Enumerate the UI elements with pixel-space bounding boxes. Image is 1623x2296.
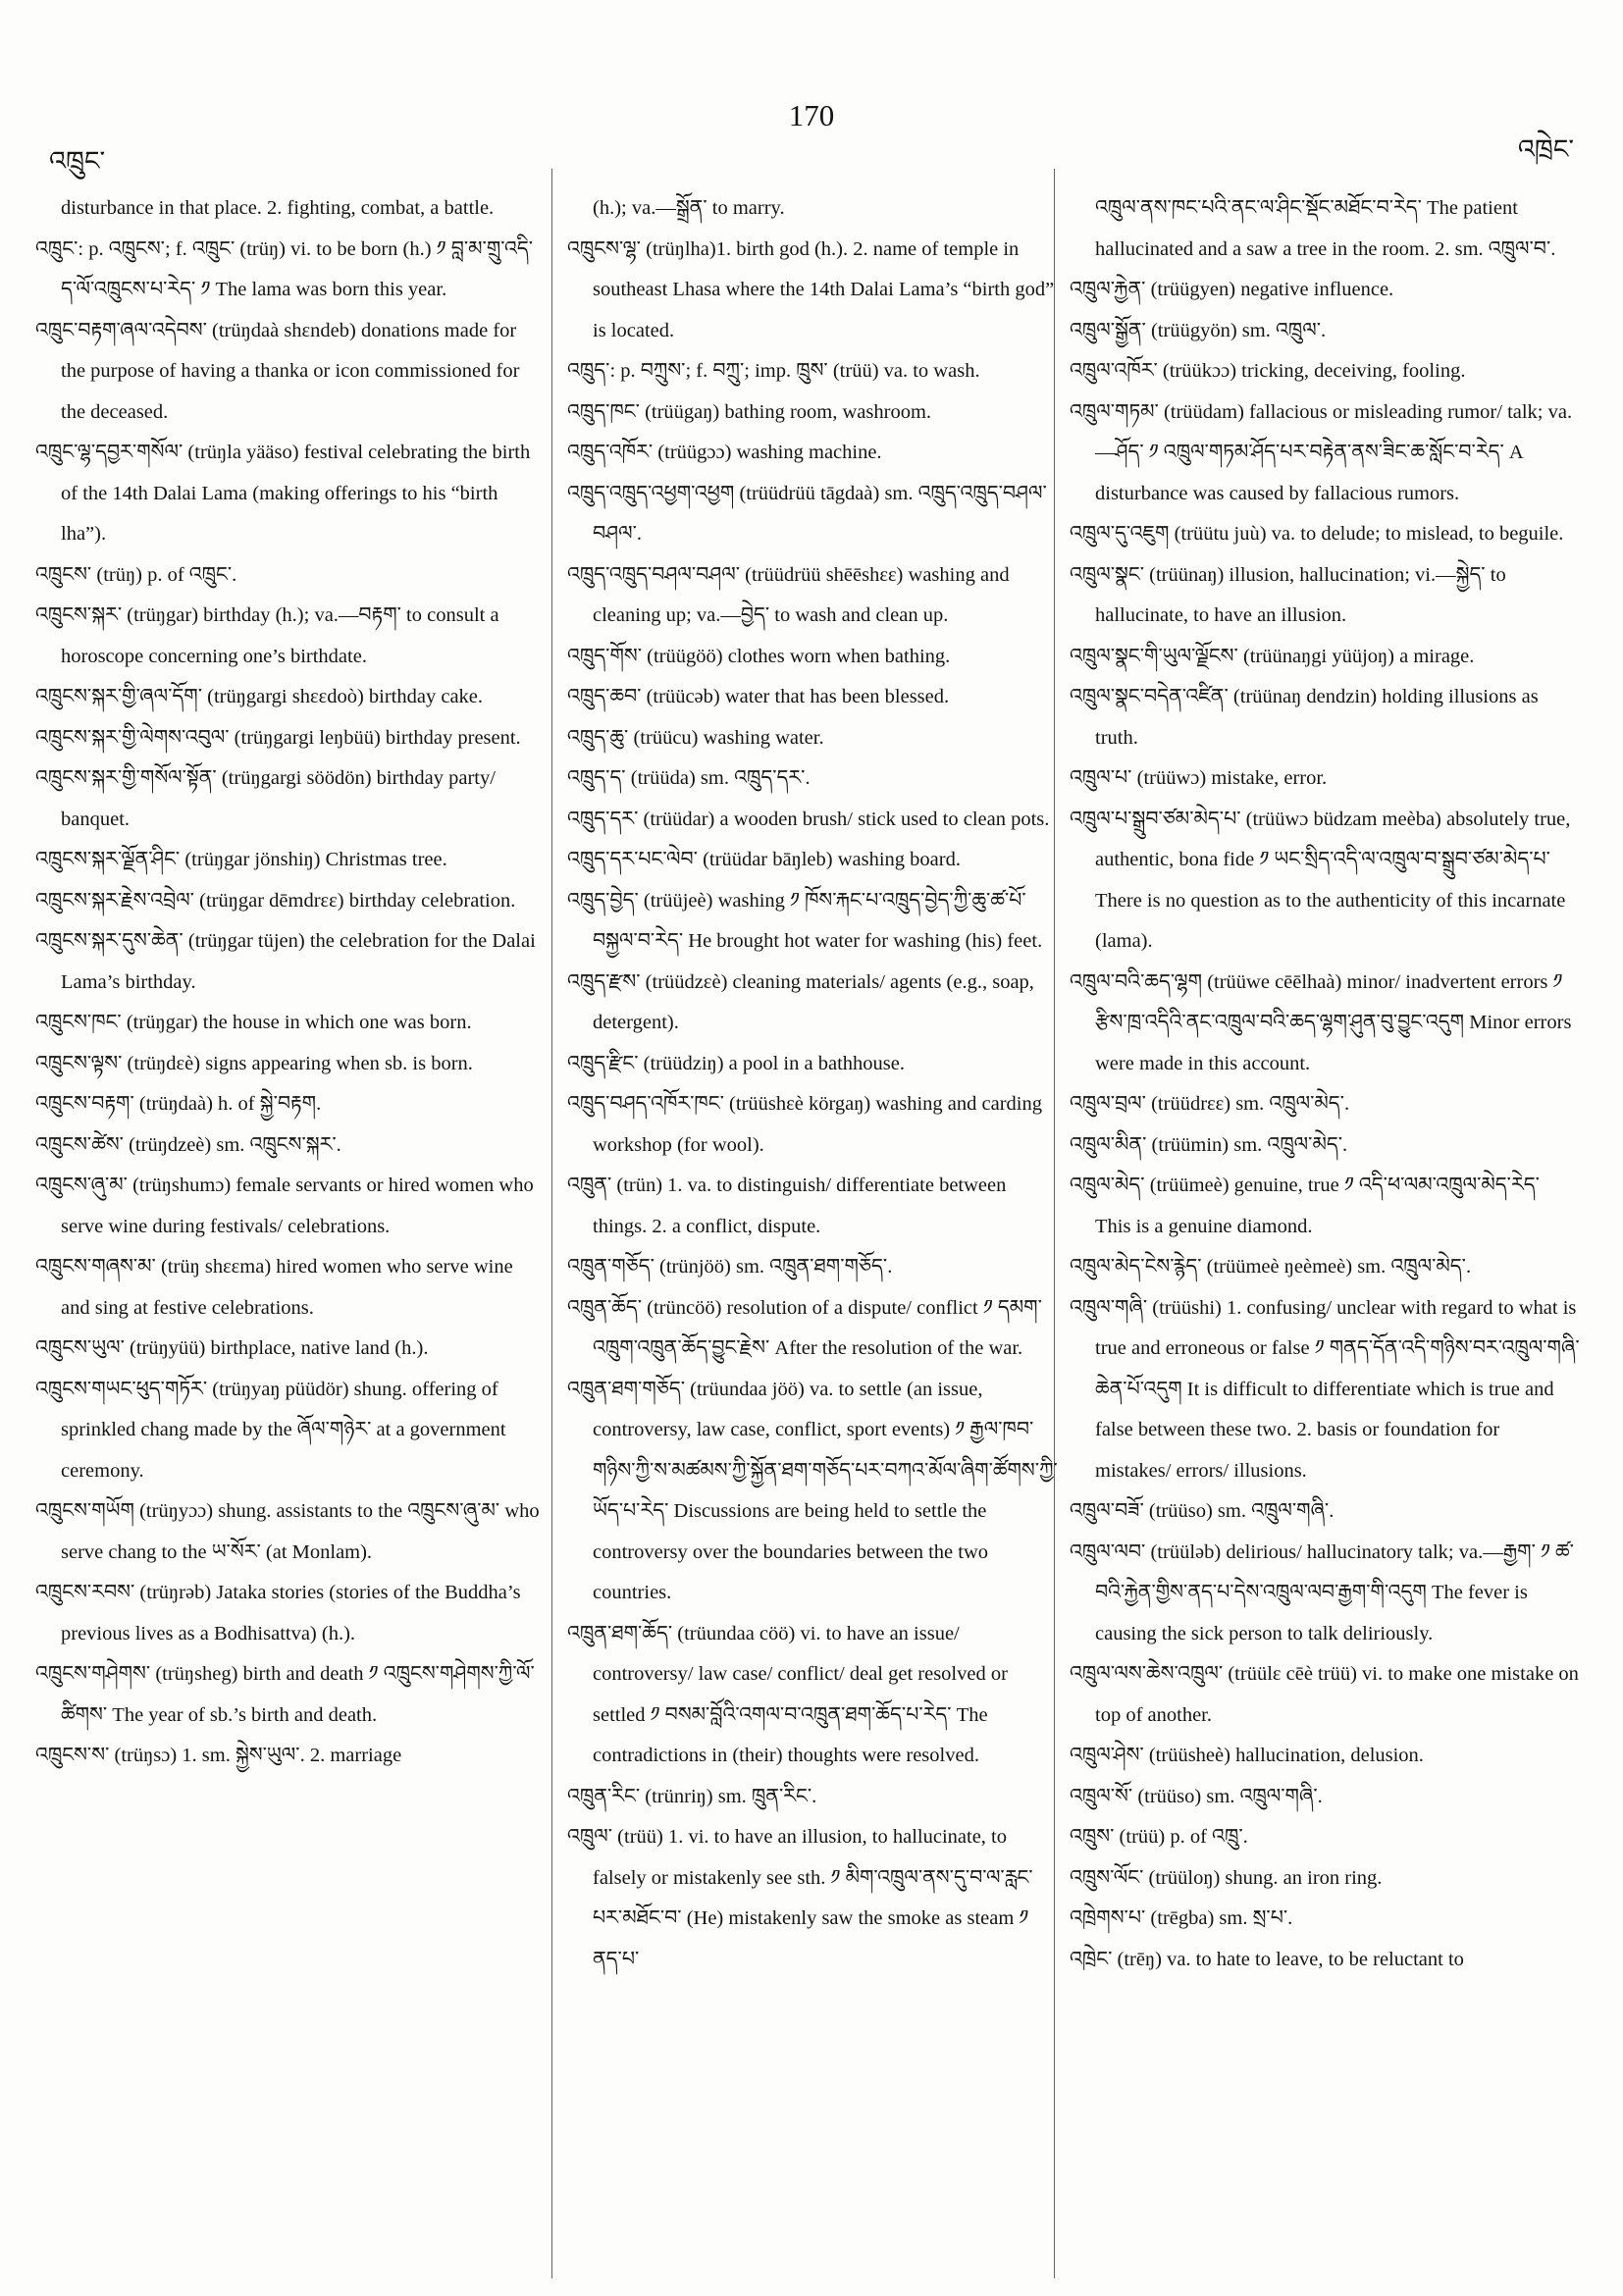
entry-definition: (trüüdzɛè) cleaning materials/ agents (e.g., soap, detergent).: [593, 970, 1034, 1033]
dictionary-entry: [567, 637, 1058, 678]
entry-definition: (trüükɔɔ) tricking, deceiving, fooling.: [1157, 360, 1466, 382]
dictionary-entry: [35, 311, 546, 434]
dictionary-entry: [35, 555, 546, 597]
entry-continuation: disturbance in that place. 2. fighting, combat, a battle.: [61, 197, 495, 219]
entry-definition: (trüümeè) genuine, true ༡ འདི་ཕ་ལམ་འཁྲུལ་མེད་རེད་ This is a genuine diamond.: [1095, 1174, 1540, 1237]
entry-headword: འཁྲུལ་པ་: [1070, 767, 1132, 789]
dictionary-entry: [567, 1817, 1058, 1980]
entry-definition: (trüüda) sm. འཁྲུད་དར་.: [625, 767, 811, 789]
entry-headword: འཁྲུལ་བའི་ཆད་ལྷག: [1070, 970, 1203, 993]
entry-definition: (trüŋdɛè) signs appearing when sb. is born.: [122, 1052, 473, 1074]
entry-definition: (trüüwɔ büdzam meèba) absolutely true, authentic, bona fide ༡ ཡང་སྲིད་འདི་ལ་འཁྲུལ་བ་སྒྲུབ་ཙམ་མེད་པ་ There is no question as to the authenticity of this incarnate (lama).: [1095, 808, 1571, 952]
dictionary-entry: [1070, 1777, 1580, 1818]
entry-headword: འཁྲུད་དར་པང་ལེབ་: [567, 849, 698, 870]
entry-definition: (trüüdar bāŋleb) washing board.: [697, 849, 961, 870]
entry-headword: འཁྲུད་ཁང་: [567, 400, 640, 423]
dictionary-entry: [1070, 963, 1580, 1085]
dictionary-entry: [1070, 1817, 1580, 1858]
entry-definition: (trünjöö) sm. འཁྲུན་ཐག་གཅོད་.: [654, 1256, 893, 1278]
entry-headword: འཁྲུངས་སྐར་གྱི་ལེགས་འབུལ་: [35, 726, 230, 749]
entry-definition: (trüŋgar jönshiŋ) Christmas tree.: [180, 849, 447, 870]
entry-definition: (trüncöö) resolution of a dispute/ conflict ༡ དམག་འཁྲུག་འཁྲུན་ཆོད་བྱུང་རྗེས་ After the resolution of the war.: [593, 1296, 1042, 1359]
entry-headword: འཁྲུལ་ལབ་: [1070, 1540, 1146, 1563]
entry-headword: འཁྲུད་དར་: [567, 808, 639, 830]
dictionary-entry: [1070, 514, 1580, 555]
entry-headword: འཁྲུངས་སྐར་གྱི་ཞལ་དོག་: [35, 686, 203, 707]
entry-headword: འཁྲུངས་གཡོག: [35, 1500, 134, 1522]
entry-definition: (trüŋlha)1. birth god (h.). 2. name of temple in southeast Lhasa where the 14th Dalai Lama’s “birth god” is located.: [593, 237, 1055, 341]
entry-definition: (trüüjeè) washing ༡ ཁོས་རྐང་པ་འཁྲུད་བྱེད་ཀྱི་ཆུ་ཚ་པོ་བསྐྱལ་བ་རེད་ He brought hot water for washing (his) feet.: [593, 889, 1043, 952]
entry-headword: འཁྲུད་འཁོར་: [567, 442, 654, 463]
entry-definition: (trüŋgar) the house in which one was born.: [121, 1012, 472, 1033]
entry-headword: འཁྲུངས་རབས་: [35, 1582, 135, 1603]
entry-definition: (trüŋgar dēmdrɛɛ) birthday celebration.: [194, 889, 516, 912]
entry-headword: འཁྲུལ་: [567, 1826, 613, 1848]
entry-headword: འཁྲུངས་བརྟག་: [35, 1093, 134, 1115]
entry-definition: (trüücəb) water that has been blessed.: [641, 686, 950, 707]
dictionary-entry: [35, 677, 546, 718]
dictionary-entry: [35, 1736, 546, 1777]
entry-definition: (trüügyön) sm. འཁྲུལ་.: [1145, 319, 1327, 341]
dictionary-entry: [35, 1247, 546, 1329]
entry-headword: འཁྲུངས་སྐར་དུས་ཆེན་: [35, 930, 183, 952]
entry-definition: (trüünaŋ dendzin) holding illusions as truth.: [1095, 686, 1539, 749]
entry-headword: འཁྲུད་ཆབ་: [567, 686, 642, 707]
entry-headword: འཁྲུང་བརྟག་ཞལ་འདེབས་: [35, 319, 207, 341]
dictionary-entry: [567, 963, 1058, 1044]
entry-headword: འཁྲུལ་སྣང་བདེན་འཛིན་: [1070, 686, 1229, 707]
dictionary-entry: [567, 1288, 1058, 1370]
entry-definition: (trüüshɛè körgaŋ) washing and carding workshop (for wool).: [593, 1093, 1042, 1156]
entry-headword: འཁྲུད་གོས་: [567, 645, 643, 667]
entry-headword: འཁྲུང་ལྷ་དབྱར་གསོལ་: [35, 442, 183, 463]
entry-definition: (trüügöö) clothes worn when bathing.: [642, 645, 951, 667]
dictionary-entry: [1070, 1736, 1580, 1777]
column-2: [567, 188, 1058, 2269]
entry-headword: འཁྲུལ་དུ་འཇུག: [1070, 523, 1170, 545]
dictionary-entry: [35, 1573, 546, 1654]
entry-definition: (trüŋdaà shɛndeb) donations made for the purpose of having a thanka or icon commissioned for the deceased.: [61, 319, 520, 423]
dictionary-entry: [1070, 800, 1580, 963]
entry-headword: འཁྲུངས་ས་: [35, 1745, 110, 1766]
entry-headword: འཁྲུངས་ཚེས་: [35, 1133, 124, 1156]
entry-headword: འཁྲུངས་: [35, 563, 92, 586]
dictionary-entry: [35, 1084, 546, 1125]
entry-definition: (trüŋyaŋ püüdör) shung. offering of sprinkled chang made by the ཞོལ་གཉེར་ at a government ceremony.: [61, 1378, 506, 1482]
entry-headword: འཁྲུད་འཁྲུད་འཕྱག་འཕྱག: [567, 482, 735, 504]
dictionary-entry: [567, 1614, 1058, 1777]
entry-headword: འཁྲུངས་ཡུལ་: [35, 1337, 125, 1359]
dictionary-entry: [567, 474, 1058, 555]
entry-headword: འཁྲུལ་སྣང་གི་ཡུལ་ལྗོངས་: [1070, 645, 1238, 667]
dictionary-entry: [1070, 677, 1580, 758]
entry-headword: འཁྲུངས་ཞུ་མ་: [35, 1174, 128, 1196]
entry-headword: འཁྲུད་: [567, 360, 610, 382]
entry-headword: འཁྲེང་: [1070, 1948, 1113, 1970]
column-3: [1070, 188, 1580, 2269]
page-number: 170: [788, 98, 835, 132]
dictionary-entry: [567, 718, 1058, 759]
entry-definition: (trüüdrüü shēēshɛɛ) washing and cleaning up; va.—བྱེད་ to wash and clean up.: [593, 563, 1010, 626]
entry-definition: (trēŋ) va. to hate to leave, to be reluctant to: [1112, 1948, 1464, 1970]
entry-definition: (trüŋ) p. of འཁྲུང་.: [91, 563, 237, 586]
entry-definition: (trüŋyüü) birthplace, native land (h.).: [124, 1337, 429, 1359]
entry-headword: འཁྲུད་རྫས་: [567, 970, 641, 993]
entry-headword: འཁྲུལ་མིན་: [1070, 1133, 1147, 1156]
entry-definition: (trüŋgargi söödön) birthday party/ banquet.: [61, 767, 496, 830]
entry-headword: འཁྲུད་འཁྲུད་བཤལ་བཤལ་: [567, 563, 741, 586]
entry-headword: འཁྲུལ་མེད་ངེས་རྙེད་: [1070, 1256, 1202, 1278]
entry-headword: འཁྲུངས་གཡང་ཕུད་གཏོར་: [35, 1378, 208, 1400]
entry-definition: (trüŋgar) birthday (h.); va.—བརྟག་ to consult a horoscope concerning one’s birthdate.: [61, 604, 499, 667]
entry-definition: (trüüwe cēēlhaà) minor/ inadvertent errors ༡ རྩིས་ཁྲ་འདིའི་ནང་འཁྲུལ་བའི་ཆད་ལྷག་ཤུན་བུ་བྱུང་འདུག Minor errors were made in this account.: [1095, 970, 1572, 1074]
entry-definition: (trüundaa cöö) vi. to have an issue/ controversy/ law case/ conflict/ deal get resolved or settled ༡ བསམ་བློའི་འགལ་བ་འཁྲུན་ཐག་ཆོད་པ་རེད་ The contradictions in (their) thoughts were resolved.: [593, 1622, 1008, 1766]
dictionary-entry: [35, 881, 546, 922]
dictionary-entry: [1070, 1125, 1580, 1167]
dictionary-entry: [567, 230, 1058, 352]
dictionary-entry: [1070, 1247, 1580, 1288]
entry-definition: (trüücu) washing water.: [628, 726, 824, 749]
dictionary-entry: [1070, 555, 1580, 637]
entry-headword: འཁྲུལ་མེད་: [1070, 1174, 1145, 1196]
dictionary-entry: [35, 1003, 546, 1044]
entry-definition: (trüü) 1. vi. to have an illusion, to hallucinate, to falsely or mistakenly see sth. ༡ མིག་འཁྲུལ་ནས་དུ་བ་ལ་རླང་པར་མཐོང་བ་ (He) mistakenly saw the smoke as steam ༡ ནད་པ་: [593, 1826, 1033, 1970]
entry-definition: (trün) 1. va. to distinguish/ differentiate between things. 2. a conflict, dispute.: [593, 1174, 1007, 1237]
dictionary-entry: [1070, 392, 1580, 515]
entry-headword: འཁྲུངས་སྐར་གྱི་གསོལ་སྟོན་: [35, 767, 217, 789]
entry-headword: འཁྲུས་ལོང་: [1070, 1866, 1144, 1889]
entry-headword: འཁྲུན་གཅོད་: [567, 1256, 654, 1278]
dictionary-entry: [567, 677, 1058, 718]
entry-headword: འཁྲུངས་སྐར་: [35, 604, 123, 626]
entry-definition: (trüŋgargi leŋbüü) birthday present.: [229, 726, 521, 749]
entry-definition: (trüünaŋ) illusion, hallucination; vi.—སྐྱེད་ to hallucinate, to have an illusion.: [1095, 563, 1506, 626]
entry-definition: (trüügyen) negative influence.: [1145, 279, 1394, 300]
dictionary-entry: [35, 758, 546, 840]
entry-definition: (trüüdam) fallacious or misleading rumor/ talk; va.—ཤོད་ ༡ འཁྲུལ་གཏམ་ཤོད་པར་བརྟེན་ནས་ཟིང་ཆ་སློང་བ་རེད་ A disturbance was caused by fallacious rumors.: [1095, 400, 1573, 504]
dictionary-entry: [1070, 1288, 1580, 1492]
entry-headword: འཁྲུངས་སྐར་ལྗོན་ཤིང་: [35, 849, 181, 870]
dictionary-entry: [1070, 637, 1580, 678]
dictionary-entry: [35, 1329, 546, 1370]
dictionary-entry: [35, 1166, 546, 1247]
entry-definition: (trüŋgar tüjen) the celebration for the Dalai Lama’s birthday.: [61, 930, 536, 993]
entry-headword: འཁྲུད་ཆུ་: [567, 726, 629, 749]
dictionary-entry: [35, 1125, 546, 1167]
dictionary-entry: [567, 800, 1058, 841]
dictionary-entry: [1070, 758, 1580, 800]
entry-definition: (trēgba) sm. སྲ་པ་.: [1145, 1907, 1293, 1929]
entry-continuation: འཁྲུལ་ནས་ཁང་པའི་ནང་ལ་ཤིང་སྡོང་མཐོང་བ་རེད་ The patient hallucinated and a saw a tree in the room. 2. sm. འཁྲུལ་བ་.: [1095, 197, 1556, 260]
dictionary-entry: [35, 433, 546, 555]
entry-headword: འཁྲུངས་སྐར་རྗེས་འབྲེལ་: [35, 889, 194, 912]
entry-definition: (trüüso) sm. འཁྲུལ་གཞི་.: [1143, 1500, 1335, 1522]
dictionary-entry: [35, 230, 546, 311]
entry-headword: འཁྲུལ་རྐྱེན་: [1070, 279, 1146, 300]
dictionary-entry: [567, 392, 1058, 434]
entry-definition: (trüünaŋgi yüüjoŋ) a mirage.: [1237, 645, 1475, 667]
dictionary-entry: [567, 1247, 1058, 1288]
entry-headword: འཁྲུངས་ལྟས་: [35, 1052, 123, 1074]
entry-definition: (trüüwɔ) mistake, error.: [1131, 767, 1328, 789]
entry-headword: འཁྲུལ་ལས་ཆེས་འཁྲུལ་: [1070, 1663, 1224, 1685]
dictionary-entry: [567, 1084, 1058, 1166]
dictionary-entry: [35, 1370, 546, 1492]
dictionary-entry: [1070, 1491, 1580, 1533]
dictionary-entry: [35, 718, 546, 759]
dictionary-entry: [567, 1370, 1058, 1614]
entry-definition: (trüülɛ cēè trüü) vi. to make one mistake on top of another.: [1095, 1663, 1579, 1726]
dictionary-entry: [1070, 1166, 1580, 1247]
dictionary-entry: [35, 840, 546, 881]
dictionary-entry: [567, 1166, 1058, 1247]
entry-headword: འཁྲུན་རིང་: [567, 1785, 641, 1807]
dictionary-entry: [567, 1777, 1058, 1818]
entry-definition: (trüüshi) 1. confusing/ unclear with regard to what is true and erroneous or false ༡ གནད་དོན་འདི་གཉིས་བར་འཁྲུལ་གཞི་ཆེན་པོ་འདུག It is difficult to differentiate which is true and false between these two. 2. basis or foundation for mistakes/ errors/ illusions.: [1095, 1296, 1580, 1482]
dictionary-entry: [1070, 1899, 1580, 1940]
entry-headword: འཁྲུལ་སྣང་: [1070, 563, 1145, 586]
entry-definition: (trüŋshumɔ) female servants or hired women who serve wine during festivals/ celebrations.: [61, 1174, 534, 1237]
dictionary-entry: [1070, 1654, 1580, 1736]
entry-definition: : p. འཁྲུངས་; f. འཁྲུང་ (trüŋ) vi. to be born (h.) ༡ བླ་མ་གྲུ་འདི་ད་ལོ་འཁྲུངས་པ་རེད་ ༡ The lama was born this year.: [61, 237, 534, 300]
dictionary-entry: [1070, 270, 1580, 311]
dictionary-entry: [35, 1654, 546, 1736]
entry-headword: འཁྲེགས་པ་: [1070, 1907, 1146, 1929]
entry-headword: འཁྲུངས་གཞས་མ་: [35, 1256, 156, 1278]
entry-definition: (trüŋdaà) h. of སྐྱེ་བརྟག.: [133, 1093, 322, 1115]
entry-headword: འཁྲུལ་པ་སྒྲུབ་ཙམ་མེད་པ་: [1070, 808, 1241, 830]
entry-headword: འཁྲུན་ཆོད་: [567, 1296, 643, 1319]
entry-definition: (trünriŋ) sm. ཁྲུན་རིང་.: [640, 1785, 817, 1807]
entry-headword: འཁྲུལ་ཤེས་: [1070, 1745, 1144, 1766]
entry-definition: (trüŋ shɛɛma) hired women who serve wine and sing at festive celebrations.: [61, 1256, 513, 1319]
entry-definition: (trüŋyɔɔ) shung. assistants to the འཁྲུངས་ཞུ་མ་ who serve chang to the ཡ་སོར་ (at Monlam).: [61, 1500, 540, 1563]
dictionary-entry: [35, 1044, 546, 1085]
entry-definition: (trüundaa jöö) va. to settle (an issue, controversy, law case, conflict, sport events) ༡ རྒྱལ་ཁབ་གཉིས་ཀྱི་ས་མཚམས་ཀྱི་སྐྱོན་ཐག་གཅོད་པར་བཀའ་མོལ་ཞིག་ཚོགས་ཀྱི་ཡོད་པ་རེད་ Discussions are being held to settle the controversy over the boundaries between the two countries.: [593, 1378, 1058, 1603]
entry-definition: (trüü) p. of འཁྲུ་.: [1114, 1826, 1248, 1848]
entry-headword: འཁྲུངས་གཤེགས་: [35, 1663, 151, 1685]
entry-headword: འཁྲུལ་བཟོ་: [1070, 1500, 1144, 1522]
entry-headword: འཁྲུད་ད་: [567, 767, 626, 789]
entry-headword: འཁྲུངས་ཁང་: [35, 1012, 122, 1033]
entry-definition: (trüüloŋ) shung. an iron ring.: [1143, 1866, 1383, 1889]
entry-definition: : p. བཀྲུས་; f. བཀྲུ་; imp. ཁྲུས་ (trüü) va. to wash.: [609, 360, 980, 382]
entry-definition: (trüümeè ŋeèmeè) sm. འཁྲུལ་མེད་.: [1201, 1256, 1472, 1278]
entry-definition: (trüüdar) a wooden brush/ stick used to clean pots.: [638, 808, 1050, 830]
entry-continuation: (h.); va.—སྒྲོན་ to marry.: [593, 197, 785, 219]
entry-headword: འཁྲུལ་འཁོར་: [1070, 360, 1158, 382]
entry-headword: འཁྲུལ་གཞི་: [1070, 1296, 1148, 1319]
entry-headword: འཁྲུལ་གཏམ་: [1070, 400, 1159, 423]
entry-headword: འཁྲུལ་བྲལ་: [1070, 1093, 1146, 1115]
dictionary-entry: [567, 1044, 1058, 1085]
dictionary-entry: [567, 351, 1058, 392]
dictionary-entry: [567, 881, 1058, 963]
entry-definition: (trüŋsheg) birth and death ༡ འཁྲུངས་གཤེགས་ཀྱི་ལོ་ཚིགས་ The year of sb.’s birth and death.: [61, 1663, 535, 1726]
dictionary-entry: [1070, 1084, 1580, 1125]
entry-headword: འཁྲུན་: [567, 1174, 612, 1196]
entry-headword: འཁྲུད་བཤད་འཁོར་ཁང་: [567, 1093, 724, 1115]
entry-headword: འཁྲུན་ཐག་ཆོད་: [567, 1622, 673, 1644]
entry-headword: འཁྲུངས་ལྷ་: [567, 237, 641, 260]
entry-headword: འཁྲུལ་སོ་: [1070, 1785, 1133, 1807]
entry-definition: (trüüdziŋ) a pool in a bathhouse.: [638, 1052, 905, 1074]
dictionary-entry: [35, 1491, 546, 1573]
dictionary-entry: [35, 596, 546, 677]
entry-definition: (trüüləb) delirious/ hallucinatory talk; va.—རྒྱག་ ༡ ཚ་བའི་རྐྱེན་གྱིས་ནད་པ་དེས་འཁྲུལ་ལབ་རྒྱག་གི་འདུག The fever is causing the sick person to talk deliriously.: [1095, 1540, 1574, 1644]
column-1: [35, 188, 546, 2269]
dictionary-entry: [1070, 1858, 1580, 1900]
entry-definition: (trüüdrüü tāgdaà) sm. འཁྲུད་འཁྲུད་བཤལ་བཤལ་.: [593, 482, 1047, 545]
entry-definition: (trüügaŋ) bathing room, washroom.: [639, 400, 932, 423]
entry-definition: (trüŋla yääso) festival celebrating the birth of the 14th Dalai Lama (making offerings to his “birth lha”).: [61, 442, 531, 545]
dictionary-entry: [1070, 351, 1580, 392]
dictionary-entry: [567, 840, 1058, 881]
dictionary-entry: [1070, 1940, 1580, 1981]
dictionary-entry: [1070, 1533, 1580, 1655]
entry-headword: འཁྲུན་ཐག་གཅོད་: [567, 1378, 686, 1400]
entry-definition: (trüügɔɔ) washing machine.: [653, 442, 882, 463]
entry-headword: འཁྲུད་བྱེད་: [567, 889, 639, 912]
entry-definition: (trüümin) sm. འཁྲུལ་མེད་.: [1146, 1133, 1348, 1156]
dictionary-entry: [567, 433, 1058, 474]
page-header: [0, 98, 1623, 176]
entry-definition: (trüŋgargi shɛɛdoò) birthday cake.: [202, 686, 484, 707]
dictionary-entry: [1070, 311, 1580, 352]
dictionary-entry: [567, 555, 1058, 637]
entry-definition: (trüŋsɔ) 1. sm. སྐྱེས་ཡུལ་. 2. marriage: [109, 1745, 402, 1766]
entry-definition: (trüüdrɛɛ) sm. འཁྲུལ་མེད་.: [1145, 1093, 1350, 1115]
entry-headword: འཁྲུས་: [1070, 1826, 1115, 1848]
dictionary-entry: [567, 758, 1058, 800]
guide-word-left: འཁྲུང་: [49, 146, 106, 176]
dictionary-entry: [35, 921, 546, 1003]
entry-definition: (trüŋrəb) Jataka stories (stories of the Buddha’s previous lives as a Bodhisattva) (h.).: [61, 1582, 521, 1644]
guide-word-right: འཁྲེང་: [1517, 134, 1574, 164]
entry-headword: འཁྲུད་རྫིང་: [567, 1052, 639, 1074]
entry-definition: (trüüsheè) hallucination, delusion.: [1143, 1745, 1424, 1766]
entry-headword: འཁྲུལ་སྒྱོན་: [1070, 319, 1146, 341]
entry-definition: (trüŋdzeè) sm. འཁྲུངས་སྐར་.: [123, 1133, 341, 1156]
entry-headword: འཁྲུང་: [35, 237, 79, 260]
entry-definition: (trüütu juù) va. to delude; to mislead, to beguile.: [1169, 523, 1564, 545]
entry-definition: (trüüso) sm. འཁྲུལ་གཞི་.: [1132, 1785, 1323, 1807]
column-divider: [551, 169, 552, 2278]
